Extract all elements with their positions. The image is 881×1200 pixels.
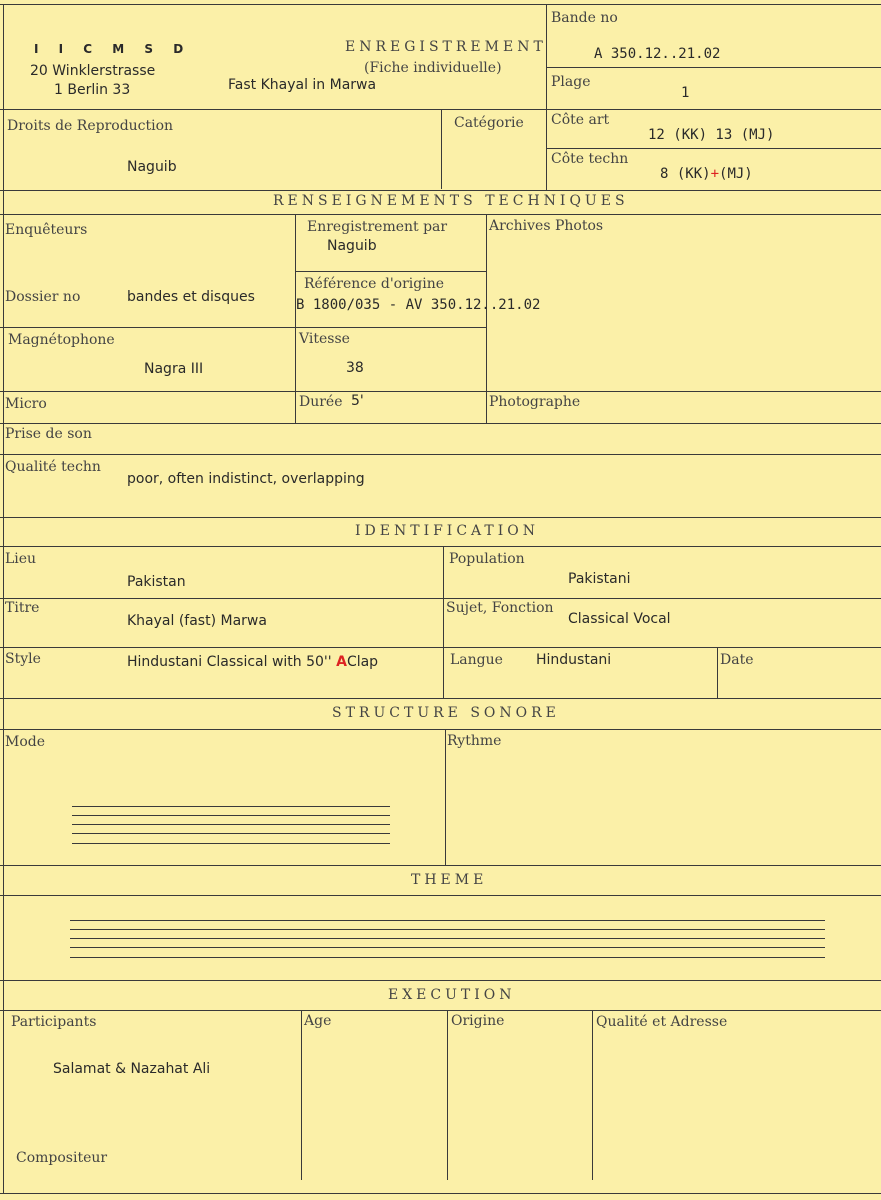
divider — [0, 598, 881, 599]
lieu-label: Lieu — [5, 551, 37, 567]
divider — [546, 67, 881, 68]
reference-label: Référence d'origine — [304, 276, 445, 292]
rythme-label: Rythme — [447, 733, 502, 749]
divider — [447, 1010, 448, 1180]
cote-techn-value — [660, 166, 753, 182]
magnetophone-label: Magnétophone — [8, 332, 115, 348]
divider — [546, 4, 547, 191]
enqueteurs-label: Enquêteurs — [5, 222, 88, 238]
cote-art-label: Côte art — [551, 112, 610, 128]
categorie-label: Catégorie — [454, 115, 524, 131]
qualite-value: poor, often indistinct, overlapping — [127, 471, 365, 487]
divider — [0, 698, 881, 699]
mode-line — [72, 843, 390, 844]
divider — [0, 423, 881, 424]
style-label: Style — [5, 651, 41, 667]
divider — [301, 1010, 302, 1180]
section-identification-title: IDENTIFICATION — [355, 523, 539, 539]
style-value-a: Hindustani Classical with 50'' — [127, 654, 332, 670]
divider — [443, 546, 444, 698]
divider — [295, 271, 486, 272]
cote-techn-value-b: (MJ) — [719, 166, 753, 182]
divider — [445, 729, 446, 865]
section-structure-title: STRUCTURE SONORE — [332, 705, 560, 721]
divider — [0, 895, 881, 896]
divider — [0, 454, 881, 455]
archives-photos-label: Archives Photos — [489, 218, 604, 234]
micro-label: Micro — [5, 396, 47, 412]
bande-no-value: A 350.12..21.02 — [594, 46, 721, 62]
magnetophone-value: Nagra III — [144, 361, 204, 377]
mode-line — [72, 824, 390, 825]
compositeur-label: Compositeur — [16, 1150, 108, 1166]
lieu-value: Pakistan — [127, 574, 186, 590]
divider — [0, 327, 486, 328]
divider — [0, 647, 881, 648]
divider — [0, 214, 881, 215]
photographe-label: Photographe — [489, 394, 581, 410]
divider — [295, 214, 296, 424]
langue-value: Hindustani — [536, 652, 612, 668]
dossier-label: Dossier no — [5, 289, 81, 305]
left-border — [3, 4, 4, 1194]
section-theme-title: THEME — [411, 872, 488, 888]
divider — [0, 865, 881, 866]
mode-line — [72, 833, 390, 834]
population-label: Population — [449, 551, 525, 567]
origine-label: Origine — [451, 1013, 505, 1029]
reference-value: B 1800/035 - AV 350.12..21.02 — [296, 297, 541, 313]
titre-label: Titre — [5, 600, 40, 616]
correction-mark: A — [336, 654, 347, 670]
plage-label: Plage — [551, 74, 591, 90]
divider — [486, 214, 487, 424]
form-subtitle: (Fiche individuelle) — [364, 60, 502, 76]
recording-title: Fast Khayal in Marwa — [228, 77, 377, 93]
org-address-line-1: 20 Winklerstrasse — [30, 63, 156, 79]
plage-value: 1 — [681, 85, 690, 101]
population-value: Pakistani — [568, 571, 631, 587]
theme-line — [70, 920, 825, 921]
theme-line — [70, 947, 825, 948]
style-value-b: Clap — [346, 654, 379, 670]
participants-value: Salamat & Nazahat Ali — [53, 1061, 211, 1077]
duree-value: 5' — [351, 393, 364, 409]
correction-mark: + — [710, 166, 720, 182]
section-execution-title: EXECUTION — [388, 987, 516, 1003]
style-value — [127, 654, 378, 670]
divider — [441, 109, 442, 189]
divider — [0, 190, 881, 191]
divider — [546, 148, 881, 149]
cote-techn-label: Côte techn — [551, 151, 629, 167]
divider — [0, 980, 881, 981]
droits-label: Droits de Reproduction — [7, 118, 174, 134]
form-title: ENREGISTREMENT — [345, 39, 547, 55]
divider — [0, 729, 881, 730]
bottom-border — [0, 1193, 881, 1194]
divider — [0, 391, 881, 392]
mode-line — [72, 815, 390, 816]
divider — [717, 647, 718, 698]
mode-line — [72, 806, 390, 807]
section-technical-title: RENSEIGNEMENTS TECHNIQUES — [273, 193, 629, 209]
divider — [0, 1010, 881, 1011]
enregistrement-par-label: Enregistrement par — [307, 219, 448, 235]
top-border — [0, 4, 881, 5]
theme-line — [70, 938, 825, 939]
enregistrement-par-value: Naguib — [327, 238, 377, 254]
org-name: I I C M S D — [34, 42, 192, 56]
titre-value: Khayal (fast) Marwa — [127, 613, 267, 629]
age-label: Age — [304, 1013, 332, 1029]
divider — [0, 546, 881, 547]
mode-label: Mode — [5, 734, 46, 750]
org-address-line-2: 1 Berlin 33 — [54, 82, 131, 98]
qualite-adresse-label: Qualité et Adresse — [596, 1014, 728, 1030]
sujet-label: Sujet, Fonction — [446, 600, 554, 616]
qualite-label: Qualité techn — [5, 459, 101, 475]
langue-label: Langue — [450, 652, 503, 668]
theme-line — [70, 957, 825, 958]
divider — [592, 1010, 593, 1180]
duree-label: Durée — [299, 394, 343, 410]
prise-de-son-label: Prise de son — [5, 426, 92, 442]
participants-label: Participants — [11, 1014, 97, 1030]
divider — [0, 517, 881, 518]
vitesse-value: 38 — [346, 360, 364, 376]
date-label: Date — [720, 652, 754, 668]
cote-techn-value-a: 8 (KK) — [660, 166, 711, 182]
droits-value: Naguib — [127, 159, 177, 175]
sujet-value: Classical Vocal — [568, 611, 671, 627]
cote-art-value: 12 (KK) 13 (MJ) — [648, 127, 775, 143]
vitesse-label: Vitesse — [299, 331, 350, 347]
bande-no-label: Bande no — [551, 10, 618, 26]
dossier-value: bandes et disques — [127, 289, 255, 305]
theme-line — [70, 929, 825, 930]
